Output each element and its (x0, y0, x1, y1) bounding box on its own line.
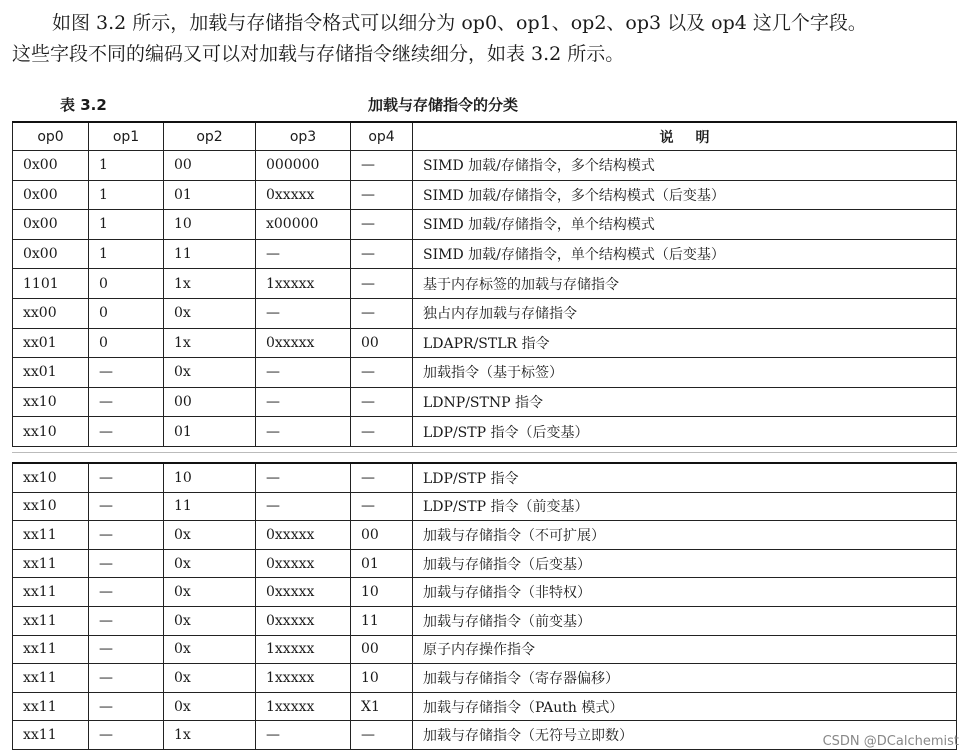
cell-op4: — (351, 180, 413, 210)
page-break-divider (12, 452, 957, 453)
cell-op1: — (89, 635, 164, 664)
instruction-table-part2 (12, 462, 957, 750)
cell-op0: xx11 (13, 635, 89, 664)
cell-op0: xx11 (13, 578, 89, 607)
cell-op3: — (256, 721, 351, 750)
header-op0: op0 (13, 122, 89, 151)
cell-op0: 0x00 (13, 151, 89, 181)
table-header-row (13, 122, 957, 151)
table-row (13, 664, 957, 693)
cell-op3: — (256, 387, 351, 417)
cell-op3: 0xxxxx (256, 328, 351, 358)
cell-op0: xx01 (13, 328, 89, 358)
cell-description: LDP/STP 指令 (413, 463, 957, 492)
table-row (13, 358, 957, 388)
table-number: 表 3.2 (60, 96, 107, 114)
cell-op4: — (351, 721, 413, 750)
cell-op4: — (351, 417, 413, 447)
cell-op1: — (89, 578, 164, 607)
cell-op0: xx11 (13, 692, 89, 721)
cell-op1: — (89, 606, 164, 635)
cell-op3: 000000 (256, 151, 351, 181)
cell-op3: — (256, 492, 351, 521)
cell-description: 原子内存操作指令 (413, 635, 957, 664)
table-row (13, 692, 957, 721)
cell-description: 加载与存储指令（寄存器偏移） (413, 664, 957, 693)
cell-description: 加载与存储指令（后变基） (413, 549, 957, 578)
cell-description: 加载指令（基于标签） (413, 358, 957, 388)
cell-op1: 0 (89, 298, 164, 328)
header-description: 说明 (413, 122, 957, 151)
cell-op2: 1x (164, 328, 256, 358)
table-row (13, 328, 957, 358)
cell-description: 加载与存储指令（不可扩展） (413, 521, 957, 550)
cell-op3: x00000 (256, 210, 351, 240)
table-row (13, 151, 957, 181)
cell-op0: xx11 (13, 549, 89, 578)
table-row (13, 521, 957, 550)
cell-op2: 0x (164, 358, 256, 388)
cell-op3: 0xxxxx (256, 180, 351, 210)
cell-op2: 1x (164, 721, 256, 750)
cell-description: SIMD 加载/存储指令，单个结构模式（后变基） (413, 239, 957, 269)
cell-op3: — (256, 358, 351, 388)
table-row (13, 239, 957, 269)
cell-op2: 11 (164, 492, 256, 521)
cell-op2: 11 (164, 239, 256, 269)
table-row (13, 549, 957, 578)
cell-op2: 01 (164, 180, 256, 210)
cell-op2: 0x (164, 606, 256, 635)
intro-line-1: 如图 3.2 所示，加载与存储指令格式可以细分为 op0、op1、op2、op3 以及 op4 这几个字段。 (52, 12, 867, 34)
cell-op2: 0x (164, 298, 256, 328)
cell-op0: xx11 (13, 606, 89, 635)
cell-op3: — (256, 239, 351, 269)
table-row (13, 417, 957, 447)
cell-op3: 1xxxxx (256, 692, 351, 721)
cell-op4: X1 (351, 692, 413, 721)
cell-op2: 10 (164, 210, 256, 240)
cell-op4: — (351, 151, 413, 181)
cell-op0: 0x00 (13, 180, 89, 210)
cell-op2: 00 (164, 387, 256, 417)
table-row (13, 492, 957, 521)
cell-op4: 00 (351, 521, 413, 550)
cell-description: 加载与存储指令（无符号立即数） (413, 721, 957, 750)
cell-op4: — (351, 492, 413, 521)
table-row (13, 635, 957, 664)
cell-op4: — (351, 358, 413, 388)
cell-description: LDAPR/STLR 指令 (413, 328, 957, 358)
table-row (13, 463, 957, 492)
cell-description: LDP/STP 指令（前变基） (413, 492, 957, 521)
cell-op3: 0xxxxx (256, 549, 351, 578)
cell-op2: 0x (164, 549, 256, 578)
table-title: 加载与存储指令的分类 (368, 96, 519, 114)
cell-op1: 1 (89, 239, 164, 269)
table-row (13, 269, 957, 299)
table-row (13, 578, 957, 607)
cell-op2: 1x (164, 269, 256, 299)
cell-description: 加载与存储指令（PAuth 模式） (413, 692, 957, 721)
table-row (13, 180, 957, 210)
intro-line-2: 这些字段不同的编码又可以对加载与存储指令继续细分，如表 3.2 所示。 (12, 43, 625, 65)
cell-op2: 0x (164, 578, 256, 607)
intro-paragraph (12, 8, 962, 70)
cell-op4: — (351, 210, 413, 240)
header-op1: op1 (89, 122, 164, 151)
cell-op4: — (351, 298, 413, 328)
cell-op2: 0x (164, 521, 256, 550)
cell-op4: — (351, 269, 413, 299)
cell-op3: 1xxxxx (256, 635, 351, 664)
cell-description: SIMD 加载/存储指令，多个结构模式（后变基） (413, 180, 957, 210)
table-row (13, 606, 957, 635)
cell-op3: 1xxxxx (256, 664, 351, 693)
table-row (13, 387, 957, 417)
cell-op4: 10 (351, 664, 413, 693)
cell-op4: 00 (351, 328, 413, 358)
cell-description: 加载与存储指令（非特权） (413, 578, 957, 607)
cell-description: LDNP/STNP 指令 (413, 387, 957, 417)
cell-op3: 0xxxxx (256, 606, 351, 635)
cell-op0: 0x00 (13, 239, 89, 269)
cell-op3: — (256, 417, 351, 447)
cell-op1: 1 (89, 210, 164, 240)
cell-op0: xx00 (13, 298, 89, 328)
cell-op4: 00 (351, 635, 413, 664)
header-op4: op4 (351, 122, 413, 151)
cell-description: 独占内存加载与存储指令 (413, 298, 957, 328)
cell-op0: 0x00 (13, 210, 89, 240)
cell-op3: 1xxxxx (256, 269, 351, 299)
cell-op1: — (89, 492, 164, 521)
cell-op2: 01 (164, 417, 256, 447)
cell-op1: 1 (89, 180, 164, 210)
cell-op1: — (89, 549, 164, 578)
cell-op4: 10 (351, 578, 413, 607)
watermark: CSDN @DCalchemist (822, 734, 959, 749)
cell-op4: 11 (351, 606, 413, 635)
cell-op4: — (351, 387, 413, 417)
cell-op0: xx11 (13, 721, 89, 750)
cell-op0: 1101 (13, 269, 89, 299)
cell-op2: 0x (164, 635, 256, 664)
cell-op2: 00 (164, 151, 256, 181)
table-row (13, 210, 957, 240)
cell-op4: — (351, 463, 413, 492)
cell-op1: 0 (89, 328, 164, 358)
cell-op1: — (89, 521, 164, 550)
cell-op1: — (89, 463, 164, 492)
cell-description: 加载与存储指令（前变基） (413, 606, 957, 635)
cell-op0: xx10 (13, 463, 89, 492)
cell-description: 基于内存标签的加载与存储指令 (413, 269, 957, 299)
table-row (13, 298, 957, 328)
cell-op0: xx11 (13, 521, 89, 550)
cell-op1: — (89, 417, 164, 447)
cell-op1: — (89, 358, 164, 388)
table-row (13, 721, 957, 750)
cell-description: SIMD 加载/存储指令，单个结构模式 (413, 210, 957, 240)
cell-description: SIMD 加载/存储指令，多个结构模式 (413, 151, 957, 181)
cell-op0: xx10 (13, 492, 89, 521)
cell-op2: 10 (164, 463, 256, 492)
cell-op0: xx11 (13, 664, 89, 693)
cell-op1: — (89, 692, 164, 721)
header-op3: op3 (256, 122, 351, 151)
cell-op1: 0 (89, 269, 164, 299)
cell-op2: 0x (164, 664, 256, 693)
cell-op1: — (89, 721, 164, 750)
cell-op1: — (89, 664, 164, 693)
header-op2: op2 (164, 122, 256, 151)
cell-op4: 01 (351, 549, 413, 578)
table-caption (0, 92, 967, 116)
instruction-table-part1 (12, 121, 957, 447)
cell-op0: xx01 (13, 358, 89, 388)
cell-op1: — (89, 387, 164, 417)
cell-op1: 1 (89, 151, 164, 181)
cell-description: LDP/STP 指令（后变基） (413, 417, 957, 447)
cell-op3: — (256, 463, 351, 492)
cell-op3: — (256, 298, 351, 328)
cell-op4: — (351, 239, 413, 269)
cell-op2: 0x (164, 692, 256, 721)
cell-op3: 0xxxxx (256, 521, 351, 550)
cell-op3: 0xxxxx (256, 578, 351, 607)
cell-op0: xx10 (13, 417, 89, 447)
cell-op0: xx10 (13, 387, 89, 417)
